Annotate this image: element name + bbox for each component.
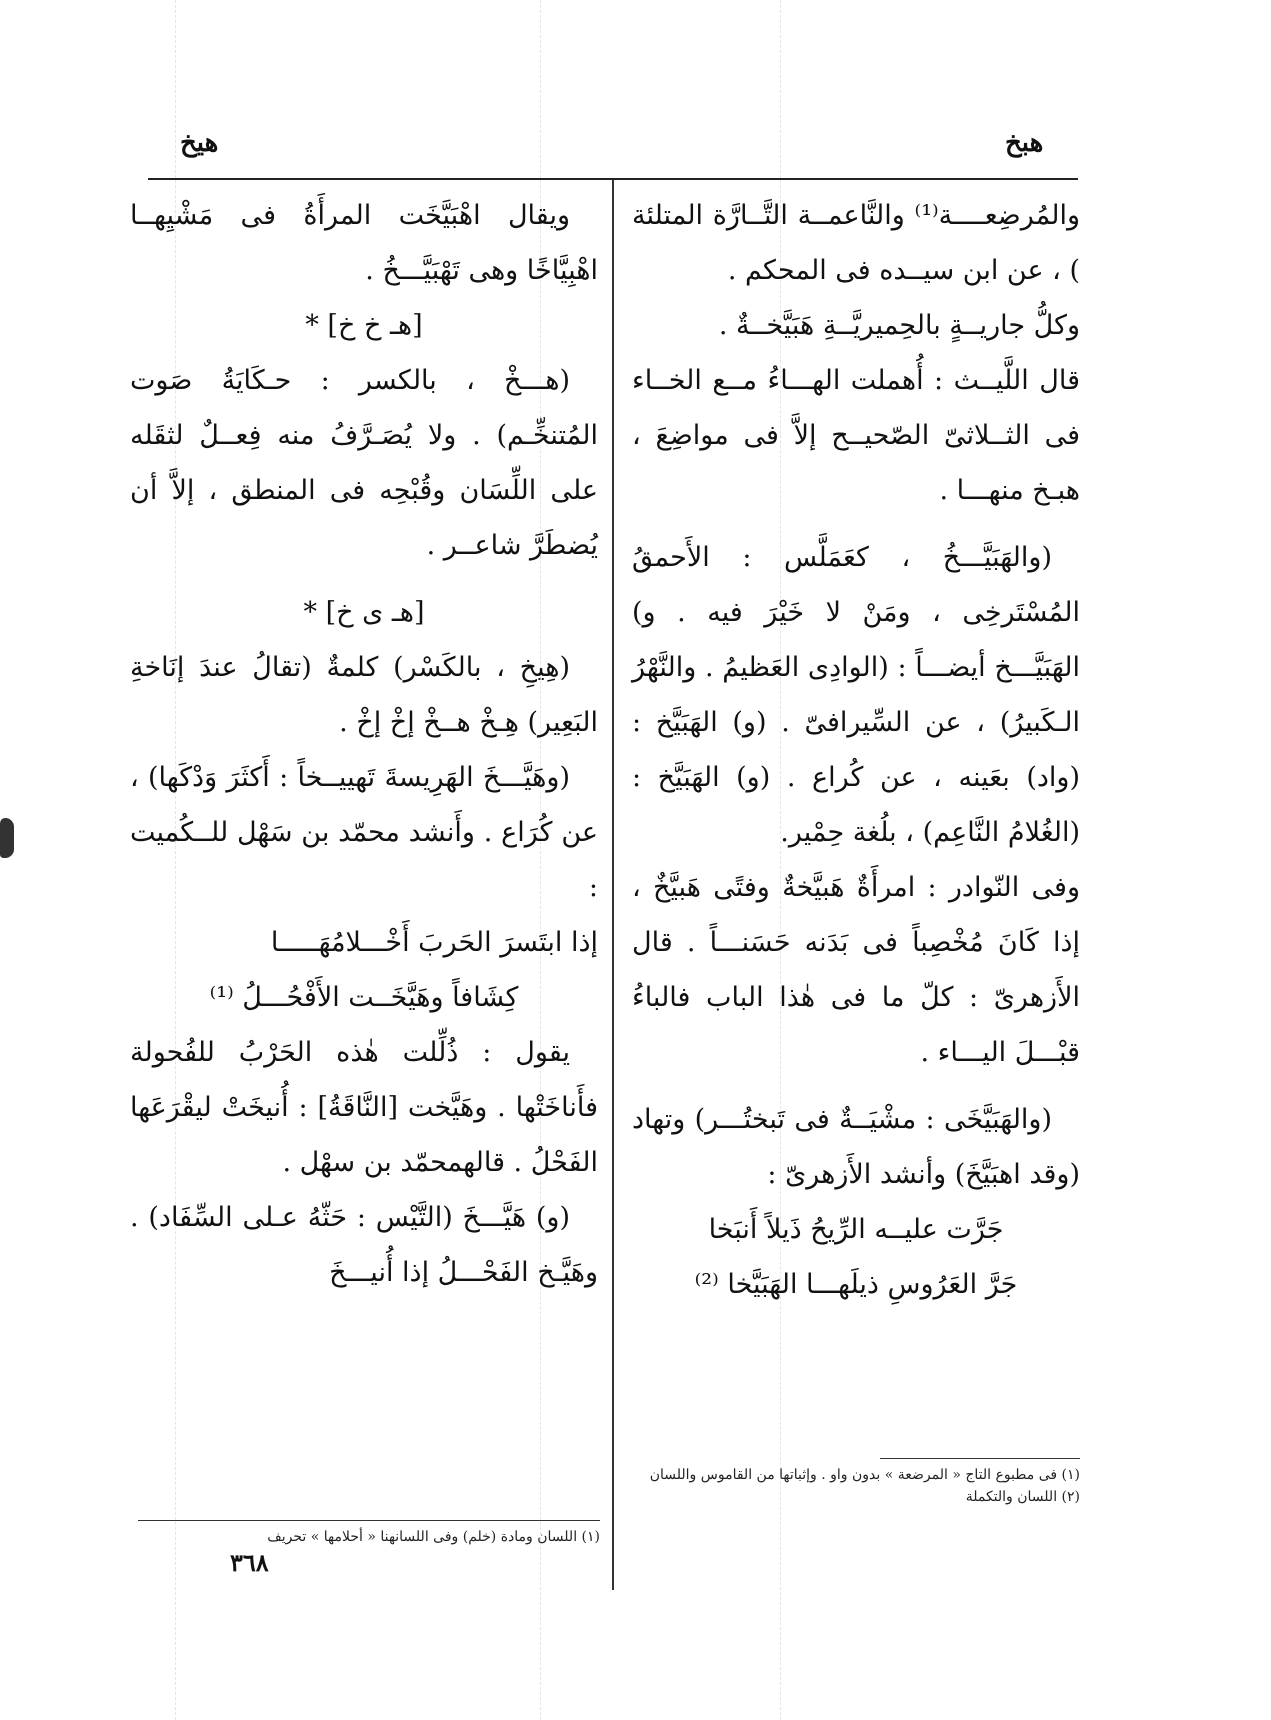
verse-line: جَرَّ العَرُوسِ ذيلَهـــا الهَبَيَّخا ⁽²⁾ [694,1269,1018,1300]
root-heading: [هـ ى خ] * [303,597,425,628]
binding-edge-mark [0,818,14,858]
entry-paragraph: (هـــخْ ، بالكسر : حـكَايَةُ صَوت المُتنخِّـم) . ولا يُصَـرَّفُ منه فِعــلٌ لثقَله على اللِّسَان وقُبْحِه فى المنطق ، إلاَّ أن يُضطَرَّ شاعــر . [130,365,598,561]
entry-paragraph: (هِيخِ ، بالكَسْر) كلمةٌ (تقالُ عندَ إنَاخةِ البَعِير) هِـخْ هــخْ إخْ إخْ . [130,652,598,738]
footnote-rule [138,1520,600,1521]
entry-paragraph: ويقال اهْبَيَّخَت المرأَةُ فى مَشْيِهــا اهْبِيَّاخًا وهى تَهْبَيَّـــخُ . [130,200,598,286]
left-column [130,188,598,1300]
root-heading: [هـ خ خ] * [305,310,423,341]
page-number: ٣٦٨ [230,1548,269,1577]
verse-line: كِشَافاً وهَيَّخَــت الأَفْحُـــلُ ⁽¹⁾ [209,982,519,1013]
entry-paragraph: (و) هَيَّـــخَ (التَّيْس : حَثّهُ عـلى السِّفَاد) . وهَيَّـخ الفَحْـــلُ إذا أُنيـــخَ [130,1202,598,1288]
verse-line: جَرَّت عليــه الرِّيحُ ذَيلاً أَنبَخا [708,1214,1004,1245]
footnote: (١) اللسان ومادة (خلم) وفى اللسانهنا « أحلامها » تحريف [267,1529,600,1545]
footnote-rule [880,1458,1080,1459]
right-footnotes [640,1464,1080,1508]
entry-paragraph: (والهَبَيَّـــخُ ، كعَمَلَّس : الأَحمقُ المُسْتَرخِى ، ومَنْ لا خَيْرَ فيه . و) الهَبَيَّـــخ أيضـــاً : (الوادِى العَظيمُ . والنَّهْرُ الـكَبيرُ) ، عن السِّيرافىّ . (و) الهَبَيَّخ : (واد) بعَينه ، عن كُراع . (و) الهَبَيَّخ : (الغُلامُ النَّاعِم) ، بلُغة حِمْير. [632,542,1080,848]
column-divider [612,180,614,1590]
entry-paragraph: والمُرضِعــــة⁽¹⁾ والنَّاعمــة التَّــارَّة المتلئة ) ، عن ابن سيــده فى المحكم . [632,200,1080,286]
footnote: (١) فى مطبوع التاج « المرضعة » بدون واو . وإثباتها من القاموس واللسان [649,1467,1080,1483]
entry-paragraph: وكلُّ جاريــةٍ بالحِميريَّــةِ هَبَيَّخــةٌ . [718,310,1080,341]
entry-paragraph: (وهَيَّـــخَ الهَرِيسةَ تَهييــخاً : أَكثَرَ وَدْكَها) ، عن كُرَاع . وأَنشد محمّد بن سَهْل للــكُميت : [130,762,598,903]
verse-line: إذا ابتَسرَ الحَربَ أَخْـــلامُهَـــــا [270,927,598,958]
entry-paragraph: قال اللَّيــث : أُهملت الهـــاءُ مــع الخــاء فى الثــلاثىّ الصّحيــح إلاَّ فى مواضِعَ ، هبـخ منهـــا . [632,365,1080,506]
entry-paragraph: وفى النّوادر : امرأَةٌ هَبيَّخةٌ وفتًى هَبيَّخٌ ، إذا كَانَ مُخْصِباً فى بَدَنه حَسَنـــاً . قال الأَزهرىّ : كلّ ما فى هٰذا الباب فالباءُ قبْـــلَ اليـــاء . [632,872,1080,1068]
running-header-left: هيخ [180,128,219,158]
entry-paragraph: يقول : ذُلِّلت هٰذه الحَرْبُ للفُحولة فأَناخَتْها . وهَيَّخت [النَّاقَةُ] : أُنيخَتْ ليقْرَعَها الفَحْلُ . قالهمحمّد بن سهْل . [130,1037,598,1178]
right-column [632,188,1080,1312]
footnote: (٢) اللسان والتكملة [965,1489,1080,1505]
running-header-right: هبخ [1005,128,1044,158]
entry-paragraph: (والهَبَيَّخَى : مشْيَــةٌ فى تَبختُـــر) وتهاد (وقد اهبَيَّخَ) وأنشد الأَزهرىّ : [632,1104,1080,1190]
left-footnotes [138,1526,600,1548]
